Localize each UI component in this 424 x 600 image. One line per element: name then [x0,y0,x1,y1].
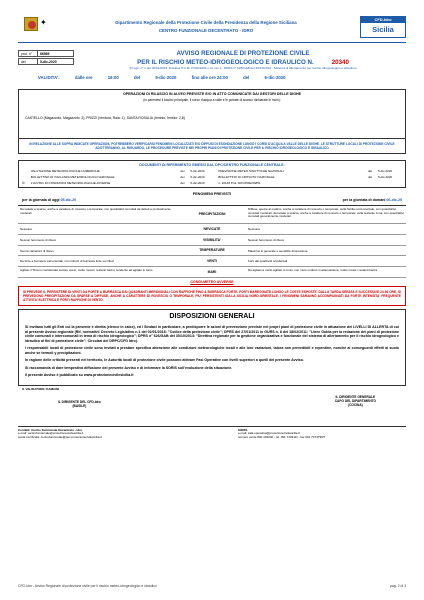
tomorrow-date: 06-dic-20 [386,198,402,203]
cfd-pec: posta certificata: centrofunzionale@pec.protezionecivilesicilia.it [18,435,102,440]
general-paragraph-2: I responsabili locali di protezione civile sono invitati a prestare specifica attenzione alle condizioni meteorologiche locali e alle loro variazioni, talora non prevedibili e repentine, nonché ai conseguenti effetti al suolo anche se termoli y precipitazioni. [25,346,399,355]
title-block [18,50,406,86]
soris-phone: numero verde 800 404040 - tel. 091 7433111 - fax 091 7074796/7 [238,435,326,440]
document-of: del [180,180,185,185]
general-paragraph-5: Il presente Avviso è pubblicato su www.protezionecivilesicilia.it [25,373,134,378]
region-logo [24,17,46,31]
reference-documents-table [19,169,405,186]
document-date: 5-dic-2020 [190,180,205,185]
document-label: L'AVVISO DI CONDIZIONI METEOROLOGICHE AVVERSE [30,180,111,185]
document-right-label: n. 20146 Prot. DPC/PRE/64851 [218,180,261,185]
document-header [18,16,406,50]
adverse-weather-title: CONDI-METEO AVVERSE [190,279,234,284]
document-right-of [365,181,375,187]
general-provisions-title: DISPOSIZIONI GENERALI [169,313,255,321]
notice-subtitle: PER IL RISCHIO METEO-IDROGEOLOGICO E IDRAULICO N. [137,58,314,66]
contacts-block: Contatti: Centro Funzionale Decentrato - Idro e-mail: centrofunzionale@protezionecivilesicilia.it posta certificata: centrofunzionale@pec.protezionecivilesicilia.it SORIS e-mail: sala.operativa@protezionecivilesicilia.it numero verde 800 404040 - tel. 091 7433111 - fax 091 7074796/7 [18,426,406,440]
document-right-label: BOLLETTINO DI CRITICITA' NAZIONALE [218,175,275,180]
department-name: Dipartimento Regionale della Protezione Civile della Presidenza della Regione Siciliana [115,20,297,25]
phenomena-title: FENOMENI PREVISTI [192,191,232,196]
today-date: 05-dic-20 [60,198,77,203]
phenomena-dates: per la giornata di oggi 05-dic-20 per la giornata di domani 06-dic-20 [22,198,402,203]
phenomena-table [18,205,406,278]
phenomena-row [18,235,406,246]
today-forecast-summary: Da forte a burrasca sud-orientali, con rinforzi di burrasca forte sui rilievi [20,259,115,264]
cfd-director-signature: IL DIRIGENTE DEL CFD-Idro (BASILE) [58,399,101,408]
document-right-date: 5-dic-2020 [378,169,393,174]
document-right-date [375,181,405,187]
page-number: pag. 2 di 3 [390,584,406,588]
document-label: VALUTAZIONE METEOROLOGICHE NUMERICHE [30,169,100,174]
document-of: del [180,169,185,174]
document-right-date: 5-dic-2020 [378,175,393,180]
reference-document-row [19,181,405,187]
header-rule [18,42,406,43]
document-right-of: del [368,169,373,174]
protocol-box: prot. n° 66569 del 5-dic-2020 [18,50,74,66]
phenomena-row [18,224,406,235]
phenomenon-type: VISIBILITA' [203,237,221,242]
cfd-email: e-mail: centrofunzionale@protezionecivilesicilia.it [18,431,84,436]
phenomenon-type: MARI [207,269,217,274]
tomorrow-forecast-summary: Nessun fenomeno di rilievo [248,237,285,242]
dam-release-list: CASTELLO (Magazzolo, Magazzolo: 2), PRIZZI (Verdura, Raia: 1), SANTA ROSALIA (Irminio, Irminio: 2,8) [25,116,185,121]
adverse-weather-text: SI PREVEDE IL PERSISTERE DI VENTI DA FORTE A BURRASCA DAI QUADRANTI MERIDIONALI CON RAFFICHE FINO A BURRASCA FORTE. FORTI MAREGGIATE LUNGO LE COSTE ESPOSTE. DALLA TARDA SERATA E SUCCESSIVE 24-36 ORE, SI PREVEDONO PRECIPITAZIONI DA SPARSE A DIFFUSE, ANCHE A CARATTERE DI ROVESCIO O TEMPORALE, PIU' PERSISTENTI SULLA SICILIA NORD-ORIENTALE. I FENOMENI SARANNO ACCOMPAGNATI DA FORTE INTENSITA' FREQUENTE ATTIVITA' ELETTRICA E FORTI RAFFICHE DI VENTO. [18,286,406,306]
legal-reference: (D.Lgs. n° 1 del 02/01/2018, Direttiva P.C.M. 27/02/2004 e ss.mm.ii., DPRS n° 626/GAB del 30/10/2014 - Sistema di allertamento per rischio idrogeologico e idraulico) [129,66,357,70]
today-forecast: Da isolate a sparse, anche a carattere di rovescio o temporale, con quantitativi cumulati da deboli a puntualmente moderati [20,206,171,215]
tomorrow-forecast-summary: Nessuna [248,227,260,232]
phenomenon-type: PRECIPITAZIONI [198,212,226,217]
soris-email: e-mail: sala.operativa@protezionecivilesicilia.it [238,431,300,436]
general-paragraph-4: Si raccomanda di dare tempestiva diffusione del presente Avviso e di informare la SORIS sull'evoluzione della situazione. [25,365,233,370]
cfd-idro-logo: CFD-Idro Sicilia [360,16,406,38]
today-forecast-summary: Nessun fenomeno di rilievo [20,237,57,242]
signature-block [18,388,406,426]
document-date: 5-dic-2020 [190,175,205,180]
notice-title: AVVISO REGIONALE DI PROTEZIONE CIVILE [176,50,310,57]
document-label: BOLLETTINO DI VIGILANZA METEOROLOGICA NAZIONALE [30,175,115,180]
document-of: del [180,175,185,180]
tomorrow-forecast-summary: Massime in generale e sensibile diminuzione [248,248,308,253]
page-footer [18,584,406,588]
general-paragraph-1: Si invitano tutti gli Enti cui la presente è diretta (elenco in calce), ed i Sindaci in particolare, a predisporre le azioni di prevenzione previste nei propri piani di protezione civile in attuazione dei LIVELLI DI ALLERTA di cui al presente Avviso regionale (Rif. normativi: Decreto Legislativo n.1 del 02/01/2018: "Codice della protezione civile"; DPRS del 27/01/2011 in GURS n. 8 del 18/02/2011: "Linee Guida per la redazione dei piani di protezione civile comunali e intercomunali in tema di rischio idrogeologico"; DPRS n° 626/GAB del 30/10/2014: "Direttiva regionale per la gestione organizzativa e funzionale del sistema di allertamento per il rischio idrogeologico e idraulico ai fini di protezione civile"; Circolari del DRPC/CFD Idro). [25,325,399,343]
document-right-of: del [368,175,373,180]
document-date: 5-dic-2020 [190,169,205,174]
validity-line: VALIDITA': dalle ore 16:00 del 5-dic-2020 fino alle ore 24:00 del 6-dic-2020 [38,75,286,80]
document-checkbox-icon: ☒ [22,180,25,185]
reference-documents-title: DOCUMENTI DI RIFERIMENTO EMESSI DAL DPC/CENTRO FUNZIONALE CENTRALE: [139,163,285,167]
dam-release-subtitle: (in parentesi il bacino principale, il corso d'acqua a valle e le portate di scarico dichiarate in mc/s): [143,98,281,103]
protocol-number: 66569 [37,51,73,56]
civil-protection-star-icon: ✦ [40,18,47,27]
phenomenon-type: VENTI [207,259,217,264]
general-provisions-box [18,309,406,385]
tomorrow-forecast: Da agitato a molto agitato lo Ionio, con moto ondoso in attenuazione; molto mossi i restanti bacini [248,268,378,273]
phenomenon-type: NEVICATE [203,226,221,231]
dam-release-title: OPERAZIONI DI RILASCIO IN ALVEO PREVISTE E/O IN ATTO COMUNICATE DAI GESTORI DELLE DIGHE [122,92,302,96]
dam-release-box [18,89,406,154]
general-director-signature: IL DIRIGENTE GENERALE CAPO DEL DIPARTIMENTO (COCINA) [334,394,376,407]
phenomena-row [18,267,406,278]
notice-number: 20340 [331,58,349,66]
general-paragraph-3: In ragione delle criticità presenti nel territorio, le Autorità locali di protezione civile possono attivare Fasi Operative con livelli superiori a quelli del presente Avviso. [25,358,304,363]
tomorrow-forecast-summary: Forti dai quadranti occidentali [248,259,288,264]
today-forecast-summary: Nessuna [20,227,32,232]
sicily-flag-icon [24,17,38,31]
phenomena-row [18,256,406,267]
phenomena-row [18,206,406,224]
center-name: CENTRO FUNZIONALE DECENTRATO - IDRO [158,27,254,33]
reference-documents-box [18,160,406,188]
validator: IL VALIDATORE: DAMIANI [22,386,60,391]
today-forecast: Agitato il Tirreno meridionale settore ovest, molto mossi i restanti bacini, tendente ad agitato lo Ionio [20,268,153,273]
phenomenon-type: TEMPERATURE [199,248,225,253]
document-right-label: PREVISIONE METEO SINOTTICHE NAZIONALI [218,169,284,174]
tomorrow-forecast: Diffuse, specie al mattino, anche a carattere di rovescio o temporale, sulla Sicilia nord-orientale, con quantitativi cumulati moderati; da isolate a sparse, anche a carattere di rovescio o temporale, sulla restante zona, con quantitativi cumulati generalmente moderati [248,206,404,219]
dam-release-note: IN RELAZIONE ALLE SOPRA INDICATE OPERAZIONI, POTREBBERO VERIFICARSI FENOMENI LOCALIZZATI E/O DIFFUSI DI ESONDAZIONE LUNGO I CORSI D'ACQUA A VALLE DELLE DIGHE. LE STRUTTURE LOCALI DI PROTEZIONE CIVILE ADOTTERANNO, AL RIGUARDO, LE PROCEDURE PREVISTE NEI PROPRI PIANI DI PROTEZIONE CIVILE PER IL RISCHIO IDROGEOLOGICO E IDRAULICO [19,138,405,153]
today-forecast-summary: Senza variazioni di rilievo [20,248,54,253]
footer-title: CFD-Idro - Avviso Regionale di protezione civile per il rischio meteo-idrogeologico e idraulico [18,584,157,588]
phenomena-row [18,246,406,257]
protocol-date: 5-dic-2020 [37,59,73,64]
